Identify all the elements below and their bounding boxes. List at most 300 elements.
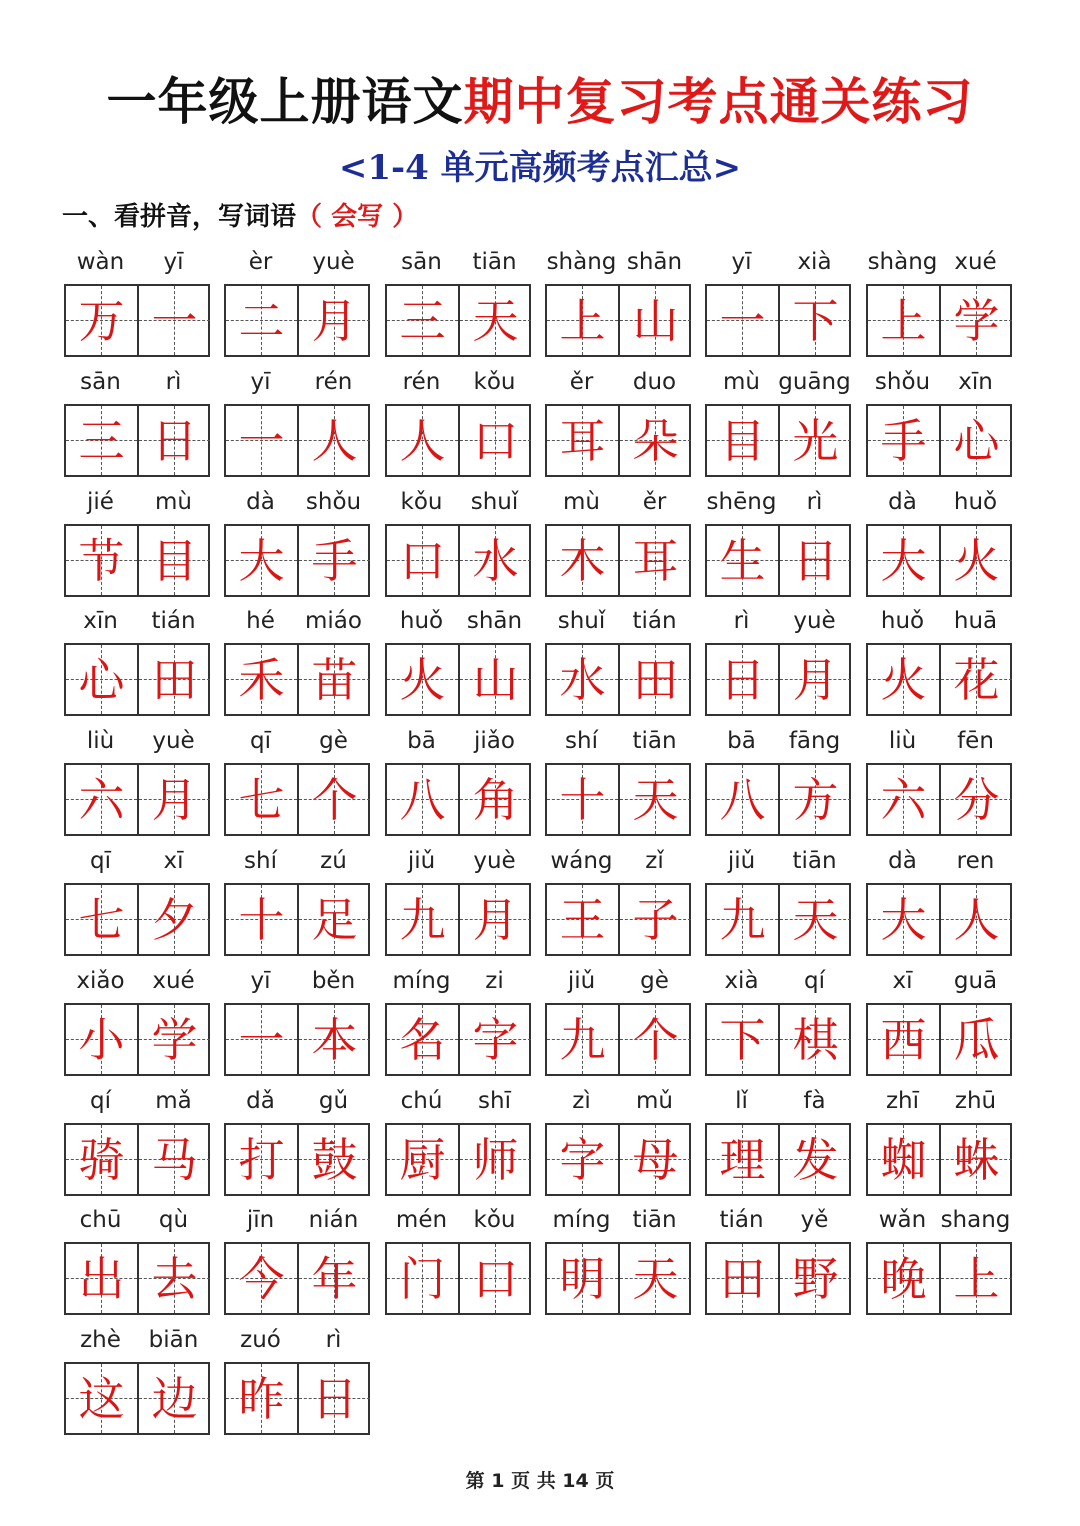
character-cell <box>939 1005 1012 1074</box>
pinyin-label: yī <box>250 369 271 395</box>
tian-zi-ge-box <box>64 643 210 716</box>
pinyin-label: huǒ <box>953 489 998 515</box>
hanzi-character: 火 <box>399 652 446 707</box>
pinyin-label: yī <box>163 249 184 275</box>
pinyin-label: mù <box>563 489 600 515</box>
hanzi-character: 本 <box>311 1012 358 1067</box>
character-cell <box>458 765 531 834</box>
pinyin-label: xī <box>892 968 913 994</box>
pinyin-label: rì <box>806 489 823 515</box>
pinyin-label: yě <box>800 1207 829 1233</box>
pinyin-label: rì <box>165 369 182 395</box>
character-cell <box>297 1244 370 1313</box>
hanzi-character: 田 <box>632 652 679 707</box>
tian-zi-ge-box <box>545 1242 691 1315</box>
character-cell <box>707 406 778 475</box>
tian-zi-ge-box <box>64 1123 210 1196</box>
hanzi-character: 个 <box>311 772 358 827</box>
character-cell <box>387 1244 458 1313</box>
hanzi-character: 朵 <box>632 413 679 468</box>
tian-zi-ge-box <box>64 1242 210 1315</box>
character-cell <box>458 1244 531 1313</box>
pinyin-label: shān <box>466 608 523 634</box>
pinyin-label: zì <box>572 1088 591 1114</box>
tian-zi-ge-box <box>224 404 370 477</box>
character-cell <box>458 406 531 475</box>
character-cell <box>547 1244 618 1313</box>
character-cell <box>226 1005 297 1074</box>
hanzi-character: 学 <box>151 1012 198 1067</box>
character-cell <box>618 406 691 475</box>
pinyin-label: shǒu <box>874 369 931 395</box>
hanzi-character: 火 <box>880 652 927 707</box>
pinyin-label: mén <box>395 1207 448 1233</box>
pinyin-label: shǒu <box>305 489 362 515</box>
tian-zi-ge-box <box>866 883 1012 956</box>
hanzi-character: 耳 <box>559 413 606 468</box>
pinyin-label: wǎn <box>878 1207 927 1233</box>
pinyin-label: miáo <box>305 608 362 634</box>
hanzi-character: 人 <box>311 413 358 468</box>
character-cell <box>66 286 137 355</box>
hanzi-character: 骑 <box>78 1132 125 1187</box>
tian-zi-ge-box <box>224 643 370 716</box>
hanzi-character: 六 <box>78 772 125 827</box>
hanzi-character: 月 <box>792 652 839 707</box>
hanzi-character: 名 <box>399 1012 446 1067</box>
hanzi-character: 光 <box>792 413 839 468</box>
character-cell <box>868 286 939 355</box>
pinyin-label: kǒu <box>473 1207 516 1233</box>
pinyin-label: xī <box>163 848 184 874</box>
hanzi-character: 八 <box>399 772 446 827</box>
character-cell <box>707 286 778 355</box>
character-cell <box>66 1364 137 1433</box>
pinyin-label: hé <box>246 608 275 634</box>
character-cell <box>387 885 458 954</box>
character-cell <box>137 286 210 355</box>
pinyin-label: liù <box>888 728 917 754</box>
tian-zi-ge-box <box>64 1362 210 1435</box>
character-cell <box>137 1005 210 1074</box>
tian-zi-ge-box <box>866 643 1012 716</box>
hanzi-character: 年 <box>311 1251 358 1306</box>
character-cell <box>778 406 851 475</box>
hanzi-character: 足 <box>311 892 358 947</box>
hanzi-character: 手 <box>311 533 358 588</box>
pinyin-label: tián <box>151 608 196 634</box>
pinyin-label: guā <box>953 968 998 994</box>
pinyin-label: zi <box>485 968 504 994</box>
pinyin-label: fāng <box>788 728 841 754</box>
tian-zi-ge-box <box>866 404 1012 477</box>
character-cell <box>66 885 137 954</box>
tian-zi-ge-box <box>64 763 210 836</box>
character-cell <box>66 765 137 834</box>
hanzi-character: 晚 <box>880 1251 927 1306</box>
pinyin-label: yuè <box>473 848 516 874</box>
hanzi-character: 大 <box>238 533 285 588</box>
tian-zi-ge-box <box>224 763 370 836</box>
hanzi-character: 野 <box>792 1251 839 1306</box>
pinyin-label: zhī <box>885 1088 920 1114</box>
character-cell <box>547 645 618 714</box>
character-cell <box>618 765 691 834</box>
hanzi-character: 理 <box>719 1132 766 1187</box>
hanzi-character: 方 <box>792 772 839 827</box>
pinyin-label: xīn <box>958 369 993 395</box>
character-cell <box>297 645 370 714</box>
character-cell <box>939 1125 1012 1194</box>
pinyin-label: rén <box>314 369 353 395</box>
tian-zi-ge-box <box>385 1003 531 1076</box>
pinyin-label: yī <box>250 968 271 994</box>
character-cell <box>226 406 297 475</box>
hanzi-character: 水 <box>472 533 519 588</box>
character-cell <box>66 645 137 714</box>
hanzi-character: 昨 <box>238 1371 285 1426</box>
hanzi-character: 大 <box>880 892 927 947</box>
pinyin-label: gǔ <box>318 1088 349 1114</box>
pinyin-label: èr <box>248 249 273 275</box>
hanzi-character: 小 <box>78 1012 125 1067</box>
hanzi-character: 月 <box>311 293 358 348</box>
character-cell <box>458 645 531 714</box>
character-cell <box>618 286 691 355</box>
pinyin-label: biān <box>148 1327 199 1353</box>
pinyin-label: tiān <box>472 249 517 275</box>
pinyin-label: rén <box>402 369 441 395</box>
pinyin-label: shàng <box>546 249 617 275</box>
character-cell <box>66 1005 137 1074</box>
pinyin-label: mù <box>155 489 192 515</box>
pinyin-label: mù <box>723 369 760 395</box>
tian-zi-ge-box <box>705 883 851 956</box>
hanzi-character: 三 <box>399 293 446 348</box>
tian-zi-ge-box <box>64 404 210 477</box>
pinyin-label: xīn <box>83 608 118 634</box>
hanzi-character: 人 <box>399 413 446 468</box>
hanzi-character: 母 <box>632 1132 679 1187</box>
hanzi-character: 厨 <box>399 1132 446 1187</box>
hanzi-character: 田 <box>151 652 198 707</box>
tian-zi-ge-box <box>545 284 691 357</box>
pinyin-label: ěr <box>569 369 594 395</box>
hanzi-character: 口 <box>472 1251 519 1306</box>
pinyin-label: qí <box>804 968 825 994</box>
hanzi-character: 角 <box>472 772 519 827</box>
hanzi-character: 节 <box>78 533 125 588</box>
character-cell <box>297 765 370 834</box>
hanzi-character: 花 <box>953 652 1000 707</box>
hanzi-character: 蛛 <box>953 1132 1000 1187</box>
hanzi-character: 棋 <box>792 1012 839 1067</box>
character-cell <box>297 885 370 954</box>
character-cell <box>707 885 778 954</box>
hanzi-character: 明 <box>559 1251 606 1306</box>
character-cell <box>547 765 618 834</box>
character-cell <box>297 1005 370 1074</box>
pinyin-label: huǒ <box>880 608 925 634</box>
pinyin-label: shī <box>478 1088 511 1114</box>
tian-zi-ge-box <box>385 883 531 956</box>
character-cell <box>458 1005 531 1074</box>
pinyin-label: guāng <box>778 369 851 395</box>
character-cell <box>778 1005 851 1074</box>
character-cell <box>778 1125 851 1194</box>
title-black-part: 一年级上册语文 <box>106 72 464 131</box>
character-cell <box>707 1244 778 1313</box>
character-cell <box>868 885 939 954</box>
hanzi-character: 心 <box>78 652 125 707</box>
hanzi-character: 师 <box>472 1132 519 1187</box>
hanzi-character: 一 <box>238 1012 285 1067</box>
character-cell <box>137 406 210 475</box>
hanzi-character: 一 <box>151 293 198 348</box>
pinyin-label: shí <box>565 728 598 754</box>
pinyin-label: wàn <box>76 249 125 275</box>
character-cell <box>618 1244 691 1313</box>
pinyin-label: liù <box>86 728 115 754</box>
hanzi-character: 子 <box>632 892 679 947</box>
pinyin-label: sān <box>80 369 121 395</box>
hanzi-character: 鼓 <box>311 1132 358 1187</box>
hanzi-character: 九 <box>719 892 766 947</box>
tian-zi-ge-box <box>866 1003 1012 1076</box>
character-cell <box>226 1244 297 1313</box>
character-cell <box>458 1125 531 1194</box>
tian-zi-ge-box <box>385 524 531 597</box>
hanzi-character: 口 <box>399 533 446 588</box>
hanzi-character: 二 <box>238 293 285 348</box>
hanzi-character: 个 <box>632 1012 679 1067</box>
character-cell <box>618 526 691 595</box>
character-cell <box>137 1125 210 1194</box>
pinyin-label: gè <box>640 968 669 994</box>
hanzi-character: 大 <box>880 533 927 588</box>
tian-zi-ge-box <box>224 1362 370 1435</box>
pinyin-label: shān <box>626 249 683 275</box>
pinyin-label: xué <box>152 968 195 994</box>
tian-zi-ge-box <box>705 1123 851 1196</box>
character-cell <box>778 765 851 834</box>
pinyin-label: zhū <box>954 1088 997 1114</box>
pinyin-label: dà <box>888 848 917 874</box>
pinyin-label: duo <box>632 369 677 395</box>
hanzi-character: 目 <box>151 533 198 588</box>
hanzi-character: 心 <box>953 413 1000 468</box>
character-cell <box>226 526 297 595</box>
character-cell <box>297 1125 370 1194</box>
tian-zi-ge-box <box>64 284 210 357</box>
character-cell <box>226 286 297 355</box>
tian-zi-ge-box <box>545 643 691 716</box>
character-cell <box>387 1125 458 1194</box>
tian-zi-ge-box <box>866 1123 1012 1196</box>
character-cell <box>458 885 531 954</box>
character-cell <box>778 645 851 714</box>
character-cell <box>137 526 210 595</box>
pinyin-label: zú <box>320 848 347 874</box>
tian-zi-ge-box <box>545 524 691 597</box>
tian-zi-ge-box <box>705 524 851 597</box>
pinyin-label: zuó <box>240 1327 281 1353</box>
title-red-part: 期中复习考点通关练习 <box>463 72 974 131</box>
hanzi-character: 水 <box>559 652 606 707</box>
character-cell <box>868 406 939 475</box>
character-cell <box>547 526 618 595</box>
character-cell <box>226 1125 297 1194</box>
character-cell <box>297 406 370 475</box>
pinyin-label: zǐ <box>645 848 664 874</box>
hanzi-character: 目 <box>719 413 766 468</box>
character-cell <box>939 885 1012 954</box>
hanzi-character: 字 <box>559 1132 606 1187</box>
tian-zi-ge-box <box>545 763 691 836</box>
pinyin-label: shēng <box>706 489 777 515</box>
pinyin-label: mǔ <box>636 1088 673 1114</box>
hanzi-character: 六 <box>880 772 927 827</box>
character-cell <box>387 645 458 714</box>
character-cell <box>66 1125 137 1194</box>
hanzi-character: 马 <box>151 1132 198 1187</box>
character-cell <box>778 885 851 954</box>
character-cell <box>458 526 531 595</box>
pinyin-label: shang <box>940 1207 1011 1233</box>
character-cell <box>547 286 618 355</box>
tian-zi-ge-box <box>545 883 691 956</box>
pinyin-label: dà <box>888 489 917 515</box>
tian-zi-ge-box <box>705 284 851 357</box>
character-cell <box>707 526 778 595</box>
hanzi-character: 日 <box>151 413 198 468</box>
character-cell <box>868 765 939 834</box>
tian-zi-ge-box <box>866 524 1012 597</box>
word-item <box>385 1202 531 1382</box>
tian-zi-ge-box <box>545 404 691 477</box>
hanzi-character: 火 <box>953 533 1000 588</box>
hanzi-character: 山 <box>632 293 679 348</box>
hanzi-character: 日 <box>311 1371 358 1426</box>
pinyin-label: míng <box>392 968 451 994</box>
hanzi-character: 七 <box>78 892 125 947</box>
character-cell <box>868 1244 939 1313</box>
pinyin-label: xià <box>797 249 832 275</box>
character-cell <box>226 645 297 714</box>
character-cell <box>939 645 1012 714</box>
hanzi-character: 日 <box>719 652 766 707</box>
pinyin-label: qī <box>90 848 111 874</box>
page-footer: 第 1 页 共 14 页 <box>465 1470 615 1492</box>
tian-zi-ge-box <box>705 643 851 716</box>
hanzi-character: 禾 <box>238 652 285 707</box>
tian-zi-ge-box <box>866 284 1012 357</box>
pinyin-label: jiǔ <box>567 968 596 994</box>
pinyin-label: yī <box>731 249 752 275</box>
pinyin-label: bā <box>727 728 756 754</box>
section-label: 一、看拼音，写词语 <box>62 202 297 232</box>
hanzi-character: 打 <box>238 1132 285 1187</box>
pinyin-label: xiǎo <box>76 968 125 994</box>
pinyin-label: jiǔ <box>727 848 756 874</box>
character-cell <box>137 1364 210 1433</box>
character-cell <box>939 526 1012 595</box>
character-cell <box>778 526 851 595</box>
pinyin-label: dǎ <box>246 1088 275 1114</box>
tian-zi-ge-box <box>545 1123 691 1196</box>
pinyin-label: tián <box>719 1207 764 1233</box>
tian-zi-ge-box <box>385 284 531 357</box>
pinyin-label: qí <box>90 1088 111 1114</box>
pinyin-label: shàng <box>867 249 938 275</box>
character-cell <box>226 765 297 834</box>
hanzi-character: 西 <box>880 1012 927 1067</box>
pinyin-label: kǒu <box>400 489 443 515</box>
pinyin-label: huǒ <box>399 608 444 634</box>
character-cell <box>618 1125 691 1194</box>
hanzi-character: 去 <box>151 1251 198 1306</box>
hanzi-character: 月 <box>472 892 519 947</box>
hanzi-character: 田 <box>719 1251 766 1306</box>
pinyin-label: fēn <box>957 728 994 754</box>
character-cell <box>618 885 691 954</box>
pinyin-label: yuè <box>152 728 195 754</box>
hanzi-character: 日 <box>792 533 839 588</box>
hanzi-character: 三 <box>78 413 125 468</box>
pinyin-label: gè <box>319 728 348 754</box>
character-cell <box>226 1364 297 1433</box>
hanzi-character: 下 <box>719 1012 766 1067</box>
pinyin-label: wáng <box>550 848 613 874</box>
pinyin-label: qī <box>250 728 271 754</box>
character-cell <box>778 1244 851 1313</box>
tian-zi-ge-box <box>385 404 531 477</box>
tian-zi-ge-box <box>385 1242 531 1315</box>
pinyin-label: jiǎo <box>474 728 515 754</box>
character-cell <box>868 645 939 714</box>
word-item <box>866 1202 1012 1382</box>
character-cell <box>387 286 458 355</box>
pinyin-label: mǎ <box>155 1088 192 1114</box>
pinyin-label: jīn <box>246 1207 275 1233</box>
hanzi-character: 上 <box>953 1251 1000 1306</box>
pinyin-label: ěr <box>642 489 667 515</box>
tian-zi-ge-box <box>545 1003 691 1076</box>
tian-zi-ge-box <box>385 643 531 716</box>
character-cell <box>66 526 137 595</box>
hanzi-character: 人 <box>953 892 1000 947</box>
character-cell <box>66 1244 137 1313</box>
character-cell <box>547 885 618 954</box>
hanzi-character: 苗 <box>311 652 358 707</box>
character-cell <box>547 406 618 475</box>
page-subtitle: <1-4 单元高频考点汇总> <box>338 148 742 188</box>
pinyin-label: sān <box>401 249 442 275</box>
character-cell <box>939 1244 1012 1313</box>
character-cell <box>618 645 691 714</box>
pinyin-label: qù <box>158 1207 189 1233</box>
hanzi-character: 九 <box>559 1012 606 1067</box>
tian-zi-ge-box <box>224 524 370 597</box>
tian-zi-ge-box <box>64 1003 210 1076</box>
tian-zi-ge-box <box>705 1242 851 1315</box>
pinyin-label: xué <box>954 249 997 275</box>
hanzi-character: 字 <box>472 1012 519 1067</box>
pinyin-label: lǐ <box>735 1088 748 1114</box>
hanzi-character: 木 <box>559 533 606 588</box>
hanzi-character: 一 <box>719 293 766 348</box>
hanzi-character: 手 <box>880 413 927 468</box>
